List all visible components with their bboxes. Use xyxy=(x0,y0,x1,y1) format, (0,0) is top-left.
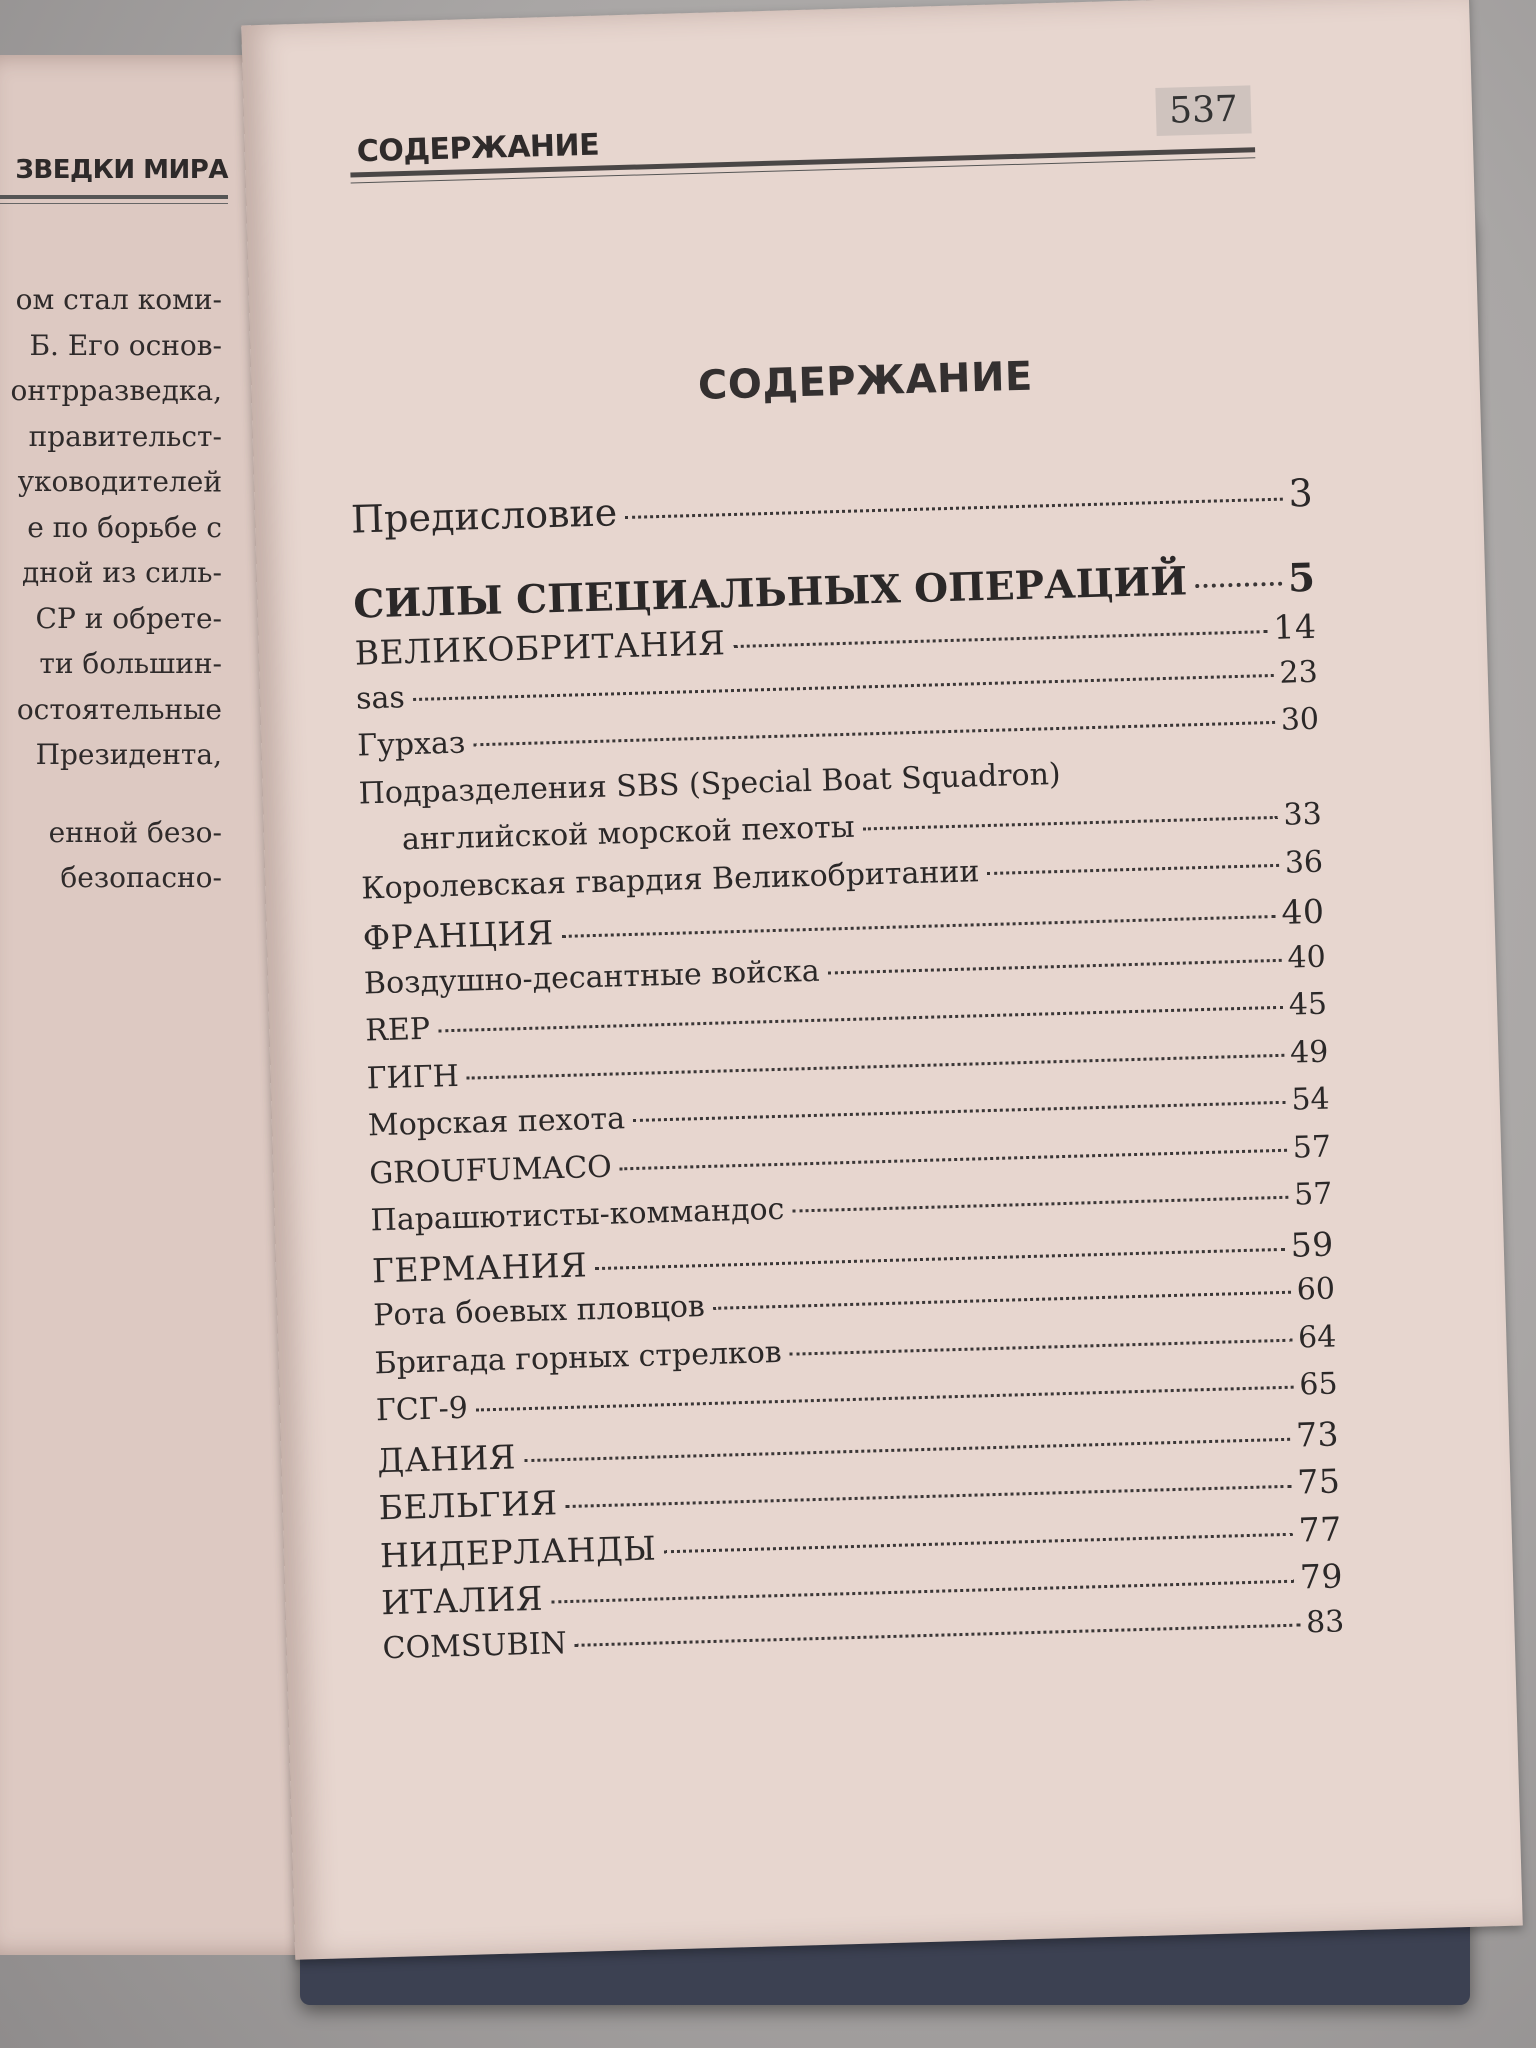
left-header-rule xyxy=(0,195,228,199)
toc-entry-label: Гурхаз xyxy=(356,725,466,764)
dot-leader xyxy=(438,1006,1283,1033)
toc-entry-label: английской морской пехоты xyxy=(401,809,856,858)
toc-entry-label: sas xyxy=(355,679,406,717)
toc-entry-label: ГСГ-9 xyxy=(375,1390,469,1429)
text-line: дной из силь- xyxy=(22,556,222,589)
running-title: СОДЕРЖАНИЕ xyxy=(356,127,600,170)
text-line: енной безо- xyxy=(48,815,222,849)
dot-leader xyxy=(524,1437,1290,1461)
toc-entry-page: 33 xyxy=(1283,796,1323,833)
left-running-title: ЗВЕДКИ МИРА xyxy=(15,155,228,185)
toc-entry-page: 14 xyxy=(1272,606,1317,647)
dot-leader xyxy=(733,630,1267,648)
toc-entry-label: Подразделения SBS (Special Boat Squadron) xyxy=(358,756,1062,812)
toc-title: СОДЕРЖАНИЕ xyxy=(697,353,1034,409)
text-line: уководителей xyxy=(17,465,222,498)
dot-leader xyxy=(633,1101,1286,1122)
toc-entry-page: 83 xyxy=(1305,1603,1345,1640)
left-header-rule-thin xyxy=(0,203,228,204)
toc-entry-label: GROUFUMACO xyxy=(368,1149,613,1191)
text-line: онтрразведка, xyxy=(10,374,222,407)
toc-entry-page: 5 xyxy=(1287,554,1316,602)
dot-leader xyxy=(987,863,1279,874)
text-line: ом стал коми- xyxy=(15,283,222,316)
toc-entry-label: Воздушно-десантные войска xyxy=(363,953,821,1001)
text-line: Президента, xyxy=(35,738,222,771)
toc-entry-page: 54 xyxy=(1290,1081,1331,1118)
paragraph-gap xyxy=(0,778,222,810)
toc-entry-page: 40 xyxy=(1280,891,1325,932)
toc-entry-label: Парашютисты-коммандос xyxy=(370,1191,785,1239)
dot-leader xyxy=(863,816,1278,831)
dot-leader xyxy=(1195,582,1282,588)
left-page-text xyxy=(0,277,222,901)
dot-leader xyxy=(625,498,1282,519)
toc-entry-label: ИТАЛИЯ xyxy=(380,1578,544,1623)
toc-entry-label: Рота боевых пловцов xyxy=(372,1289,706,1334)
toc-entry-page: 3 xyxy=(1287,470,1314,516)
dot-leader xyxy=(476,1386,1294,1412)
dot-leader xyxy=(467,1053,1285,1079)
toc-entry-label: НИДЕРЛАНДЫ xyxy=(379,1528,657,1575)
dot-leader xyxy=(473,721,1275,746)
text-line: остоятельные xyxy=(16,692,222,726)
toc-entry-page: 49 xyxy=(1289,1034,1329,1071)
toc-entry-label: REP xyxy=(364,1011,431,1049)
toc-entry-page: 77 xyxy=(1298,1508,1343,1550)
dot-leader xyxy=(713,1291,1291,1310)
toc-entry-page: 40 xyxy=(1286,939,1327,976)
toc-entry-label: COMSUBIN xyxy=(382,1625,568,1666)
text-line: е по борьбе с xyxy=(27,510,222,544)
toc-entry-page: 45 xyxy=(1288,986,1328,1023)
text-line: ти большин- xyxy=(39,647,222,680)
toc-entry-label: Королевская гвардия Великобритании xyxy=(360,853,980,906)
text-line: Б. Его основ- xyxy=(29,328,222,362)
toc-entry-page: 59 xyxy=(1290,1224,1335,1265)
toc-entry-page: 36 xyxy=(1284,844,1324,881)
dot-leader xyxy=(562,915,1276,938)
page-number: 537 xyxy=(1155,85,1251,136)
toc-entry-page: 57 xyxy=(1292,1129,1332,1166)
toc-entry-label: ГЕРМАНИЯ xyxy=(371,1244,588,1290)
dot-leader xyxy=(575,1623,1300,1646)
toc-entry-label: Предисловие xyxy=(350,490,618,542)
toc-entry-label: Бригада горных стрелков xyxy=(374,1334,783,1381)
dot-leader xyxy=(566,1485,1292,1508)
dot-leader xyxy=(413,673,1274,700)
dot-leader xyxy=(664,1532,1293,1553)
toc-entry-label: ФРАНЦИЯ xyxy=(362,913,555,958)
toc-entry[interactable] xyxy=(350,471,1313,556)
dot-leader xyxy=(828,958,1282,974)
toc-entry-page: 64 xyxy=(1297,1318,1337,1356)
toc-entry-label: ВЕЛИКОБРИТАНИЯ xyxy=(354,623,726,673)
dot-leader xyxy=(620,1148,1287,1170)
text-line: СР и обрете- xyxy=(35,601,222,635)
text-line: правительст- xyxy=(28,419,222,453)
toc-entry-page: 73 xyxy=(1295,1413,1340,1455)
dot-leader xyxy=(551,1580,1294,1604)
toc-entry-label: ДАНИЯ xyxy=(376,1436,517,1480)
toc-entry-page: 79 xyxy=(1299,1556,1344,1597)
toc-entry-page: 75 xyxy=(1296,1461,1341,1502)
dot-leader xyxy=(595,1247,1285,1269)
right-page xyxy=(241,0,1523,1960)
toc-entry-label: БЕЛЬГИЯ xyxy=(378,1483,559,1528)
toc-entry-page: 23 xyxy=(1279,654,1319,691)
toc-entry-label: Морская пехота xyxy=(367,1101,626,1144)
table-of-contents xyxy=(350,471,1345,1678)
dot-leader xyxy=(790,1338,1293,1355)
toc-entry-page: 60 xyxy=(1296,1271,1336,1308)
dot-leader xyxy=(792,1196,1288,1213)
toc-entry-label: СИЛЫ СПЕЦИАЛЬНЫХ ОПЕРАЦИЙ xyxy=(352,558,1188,628)
toc-entry-page: 57 xyxy=(1293,1176,1333,1213)
toc-entry-page: 65 xyxy=(1298,1366,1339,1403)
text-line: безопасно- xyxy=(60,861,222,894)
toc-entry-page: 30 xyxy=(1280,701,1320,738)
toc-entry-label: ГИГН xyxy=(366,1058,460,1096)
